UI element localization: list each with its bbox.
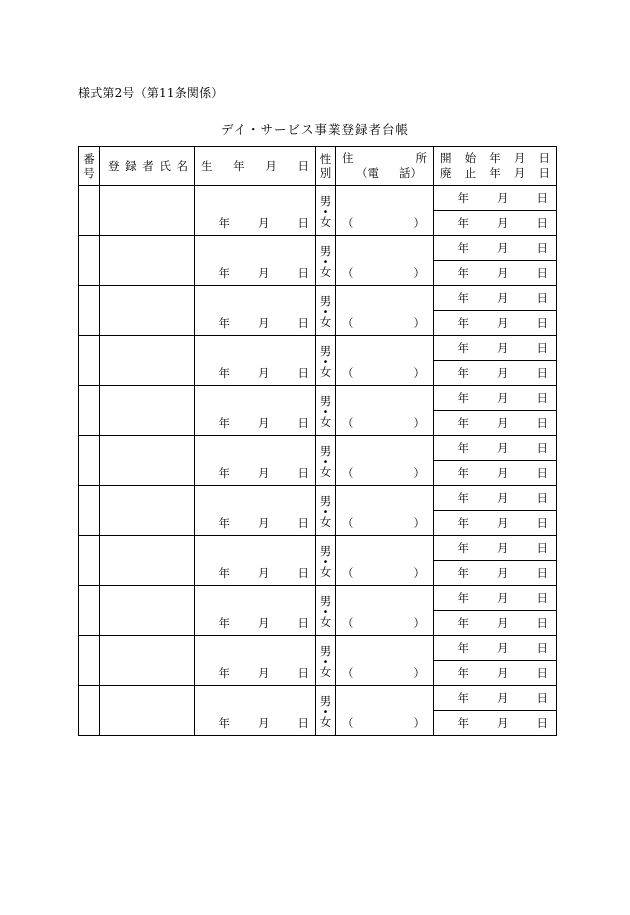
name-cell[interactable] <box>100 686 195 736</box>
address-cell[interactable] <box>336 536 434 586</box>
male-option[interactable]: 男 <box>319 393 332 408</box>
name-cell[interactable] <box>100 236 195 286</box>
sex-cell[interactable]: 男 ・ 女 <box>316 686 336 736</box>
sex-cell[interactable]: 男 ・ 女 <box>316 486 336 536</box>
female-option[interactable]: 女 <box>319 314 332 329</box>
female-option[interactable]: 女 <box>319 214 332 229</box>
name-cell[interactable] <box>100 586 195 636</box>
birthdate-cell[interactable]: 年 月 日 <box>195 436 316 486</box>
male-option[interactable]: 男 <box>319 593 332 608</box>
birthdate-cell[interactable]: 年 月 日 <box>195 286 316 336</box>
name-cell[interactable] <box>100 536 195 586</box>
number-cell[interactable] <box>79 436 100 486</box>
name-cell[interactable] <box>100 436 195 486</box>
sex-cell[interactable]: 男 ・ 女 <box>316 386 336 436</box>
number-cell[interactable] <box>79 486 100 536</box>
phone-field: （ ） <box>342 716 425 730</box>
number-cell[interactable] <box>79 336 100 386</box>
table-row <box>79 286 557 311</box>
stop-date-cell[interactable]: 年 月 日 <box>434 661 557 686</box>
start-date-cell[interactable]: 年 月 日 <box>434 486 557 511</box>
table-row <box>79 586 557 611</box>
female-option[interactable]: 女 <box>319 264 332 279</box>
address-cell[interactable] <box>336 286 434 336</box>
female-option[interactable]: 女 <box>319 564 332 579</box>
female-option[interactable]: 女 <box>319 464 332 479</box>
sex-cell[interactable]: 男 ・ 女 <box>316 536 336 586</box>
birthdate-cell[interactable]: 年 月 日 <box>195 686 316 736</box>
stop-date-cell[interactable]: 年 月 日 <box>434 411 557 436</box>
header-start-stop-date: 開 始 年 月 日 廃 止 年 月 日 <box>434 147 557 186</box>
birthdate-cell[interactable]: 年 月 日 <box>195 386 316 436</box>
female-option[interactable]: 女 <box>319 414 332 429</box>
stop-date-cell[interactable]: 年 月 日 <box>434 361 557 386</box>
table-row <box>79 636 557 661</box>
sex-cell[interactable]: 男 ・ 女 <box>316 586 336 636</box>
number-cell[interactable] <box>79 186 100 236</box>
start-date-cell[interactable]: 年 月 日 <box>434 586 557 611</box>
table-row <box>79 236 557 261</box>
form-number: 様式第2号（第11条関係） <box>78 86 224 100</box>
birthdate-cell[interactable]: 年 月 日 <box>195 236 316 286</box>
male-option[interactable]: 男 <box>319 343 332 358</box>
female-option[interactable]: 女 <box>319 514 332 529</box>
number-cell[interactable] <box>79 636 100 686</box>
address-cell[interactable] <box>336 486 434 536</box>
start-date-cell[interactable]: 年 月 日 <box>434 386 557 411</box>
sex-cell[interactable]: 男 ・ 女 <box>316 186 336 236</box>
sex-cell[interactable]: 男 ・ 女 <box>316 236 336 286</box>
address-cell[interactable] <box>336 586 434 636</box>
start-date-cell[interactable]: 年 月 日 <box>434 336 557 361</box>
start-date-cell[interactable]: 年 月 日 <box>434 686 557 711</box>
table-row <box>79 386 557 411</box>
phone-field: （ ） <box>342 266 425 280</box>
address-cell[interactable] <box>336 386 434 436</box>
female-option[interactable]: 女 <box>319 364 332 379</box>
sex-cell[interactable]: 男 ・ 女 <box>316 286 336 336</box>
start-date-cell[interactable]: 年 月 日 <box>434 286 557 311</box>
stop-date-cell[interactable]: 年 月 日 <box>434 261 557 286</box>
male-option[interactable]: 男 <box>319 643 332 658</box>
start-date-cell[interactable]: 年 月 日 <box>434 636 557 661</box>
address-cell[interactable] <box>336 336 434 386</box>
stop-date-cell[interactable]: 年 月 日 <box>434 311 557 336</box>
start-date-cell[interactable]: 年 月 日 <box>434 186 557 211</box>
address-cell[interactable] <box>336 686 434 736</box>
phone-field: （ ） <box>342 516 425 530</box>
stop-date-cell[interactable]: 年 月 日 <box>434 211 557 236</box>
phone-field: （ ） <box>342 316 425 330</box>
name-cell[interactable] <box>100 386 195 436</box>
number-cell[interactable] <box>79 286 100 336</box>
male-option[interactable]: 男 <box>319 243 332 258</box>
sex-cell[interactable]: 男 ・ 女 <box>316 336 336 386</box>
start-date-cell[interactable]: 年 月 日 <box>434 436 557 461</box>
name-cell[interactable] <box>100 636 195 686</box>
header-number: 番 号 <box>79 147 100 186</box>
stop-date-cell[interactable]: 年 月 日 <box>434 711 557 736</box>
registry-table <box>78 146 557 736</box>
table-row <box>79 186 557 211</box>
table-row <box>79 436 557 461</box>
number-cell[interactable] <box>79 236 100 286</box>
male-option[interactable]: 男 <box>319 293 332 308</box>
header-birthdate: 生 年 月 日 <box>195 147 316 186</box>
number-cell[interactable] <box>79 686 100 736</box>
female-option[interactable]: 女 <box>319 664 332 679</box>
birthdate-cell[interactable]: 年 月 日 <box>195 636 316 686</box>
stop-date-cell[interactable]: 年 月 日 <box>434 561 557 586</box>
name-cell[interactable] <box>100 186 195 236</box>
header-name: 登 録 者 氏 名 <box>100 147 195 186</box>
table-row <box>79 486 557 511</box>
address-cell[interactable] <box>336 236 434 286</box>
stop-date-cell[interactable]: 年 月 日 <box>434 511 557 536</box>
phone-field: （ ） <box>342 216 425 230</box>
stop-date-cell[interactable]: 年 月 日 <box>434 611 557 636</box>
number-cell[interactable] <box>79 386 100 436</box>
female-option[interactable]: 女 <box>319 614 332 629</box>
female-option[interactable]: 女 <box>319 714 332 729</box>
address-cell[interactable] <box>336 636 434 686</box>
address-cell[interactable] <box>336 186 434 236</box>
male-option[interactable]: 男 <box>319 543 332 558</box>
phone-field: （ ） <box>342 366 425 380</box>
birthdate-cell[interactable]: 年 月 日 <box>195 336 316 386</box>
header-sex: 性 別 <box>316 147 336 186</box>
address-cell[interactable] <box>336 436 434 486</box>
birthdate-cell[interactable]: 年 月 日 <box>195 586 316 636</box>
page-title: デイ・サービス事業登録者台帳 <box>220 122 410 137</box>
sex-cell[interactable]: 男 ・ 女 <box>316 636 336 686</box>
birthdate-cell[interactable]: 年 月 日 <box>195 536 316 586</box>
number-cell[interactable] <box>79 536 100 586</box>
phone-field: （ ） <box>342 416 425 430</box>
start-date-cell[interactable]: 年 月 日 <box>434 536 557 561</box>
number-cell[interactable] <box>79 586 100 636</box>
male-option[interactable]: 男 <box>319 193 332 208</box>
phone-field: （ ） <box>342 666 425 680</box>
header-row <box>79 147 557 186</box>
male-option[interactable]: 男 <box>319 693 332 708</box>
phone-field: （ ） <box>342 616 425 630</box>
phone-field: （ ） <box>342 566 425 580</box>
table-row <box>79 536 557 561</box>
header-address: 住 所 （電 話） <box>336 147 434 186</box>
table-row <box>79 336 557 361</box>
birthdate-cell[interactable]: 年 月 日 <box>195 186 316 236</box>
phone-field: （ ） <box>342 466 425 480</box>
name-cell[interactable] <box>100 336 195 386</box>
name-cell[interactable] <box>100 286 195 336</box>
male-option[interactable]: 男 <box>319 493 332 508</box>
male-option[interactable]: 男 <box>319 443 332 458</box>
birthdate-cell[interactable]: 年 月 日 <box>195 486 316 536</box>
sex-cell[interactable]: 男 ・ 女 <box>316 436 336 486</box>
stop-date-cell[interactable]: 年 月 日 <box>434 461 557 486</box>
table-row <box>79 686 557 711</box>
start-date-cell[interactable]: 年 月 日 <box>434 236 557 261</box>
name-cell[interactable] <box>100 486 195 536</box>
